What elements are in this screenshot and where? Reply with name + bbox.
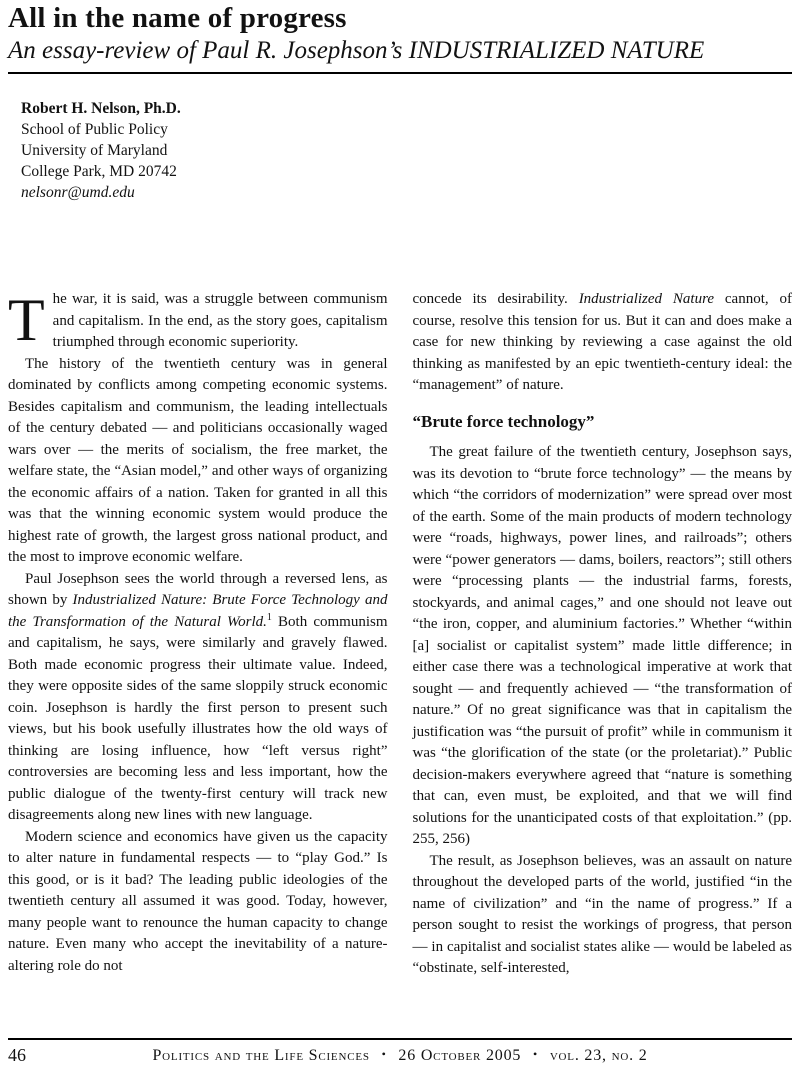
drop-cap: T bbox=[8, 289, 45, 353]
column-left bbox=[8, 289, 388, 1047]
author-address: College Park, MD 20742 bbox=[21, 163, 177, 180]
journal-name: Politics and the Life Sciences bbox=[152, 1047, 370, 1064]
subtitle-book-title: INDUSTRIALIZED NATURE bbox=[408, 37, 705, 64]
page-footer bbox=[8, 1038, 792, 1071]
page-number: 46 bbox=[8, 1045, 26, 1065]
page-title: All in the name of progress bbox=[8, 2, 347, 34]
paragraph-text: The result, as Josephson believes, was an assault on nature throughout the developed parts of the world, justified “in the name of civilization” and “in the name of progress.” If a person sought to resist the workings of progress, that person — in capitalist and socialist states alike — would be labeled as “obstinate, self-interested, bbox=[412, 852, 792, 976]
body-paragraph bbox=[8, 289, 388, 354]
author-university: University of Maryland bbox=[21, 142, 168, 159]
paragraph-text: Paul Josephson sees the world through a reversed lens, as shown by bbox=[8, 570, 388, 608]
bullet-separator-2: • bbox=[532, 1047, 538, 1061]
volume-info: vol. 23, no. 2 bbox=[549, 1047, 648, 1064]
journal-line bbox=[8, 1047, 792, 1065]
author-affiliation: School of Public Policy bbox=[21, 121, 168, 138]
footer-line bbox=[8, 1045, 792, 1071]
page-subtitle bbox=[8, 37, 792, 65]
body-paragraph bbox=[413, 289, 793, 397]
author-block bbox=[21, 98, 792, 203]
column-right bbox=[413, 289, 793, 1047]
footer-divider bbox=[8, 1038, 792, 1040]
author-email: nelsonr@umd.edu bbox=[21, 184, 135, 201]
article-body bbox=[8, 289, 792, 1047]
paragraph-text: Both communism and capitalism, he says, were similarly and gravely flawed. Both made economic progress their ultimate value. Indeed, they were opposite sides of the same sloppily struck economic coin. Josephson is hardly the first person to present such views, but his book usefully illustrates how the old ways of thinking are losing influence, how “left versus right” controversies are becoming less and less important, how the public dialogue of the twenty-first century will track new disagreements along new lines with new language. bbox=[8, 613, 388, 823]
body-paragraph bbox=[8, 827, 388, 978]
article-header bbox=[8, 2, 792, 65]
body-paragraph bbox=[413, 851, 793, 980]
paragraph-text: The great failure of the twentieth century, Josephson says, was its devotion to “brute force technology” — the means by which “the corridors of modernization” were spread over most of the earth. Some of the main products of modern technology were “roads, highways, power lines, and railroads”; others were “power generators — dams, boilers, reactors”; still others were “processing plants — the industrial farms, forests, stockyards, and animal cages,” and one should not leave out “the iron, copper, and aluminium factories.” Whether “within [a] socialist or capitalist system” made little difference; in either case there was a technological imperative at work that sought — and frequently achieved — “the transformation of nature.” Of no great significance was that in capitalism the justification was “the pursuit of profit” while in communism it was “the glorification of the state (or the proletariat).” Public decision-makers everywhere agreed that “nature is something that can, even must, be exploited, and that we will find solutions for the unanticipated costs of that exploitation.” (pp. 255, 256) bbox=[412, 444, 792, 847]
paragraph-text: cannot, of course, resolve this tension for us. But it can and does make a case for new thinking by reviewing a case against the old thinking as manifested by an epic twentieth-century ideal: the “management” of nature. bbox=[412, 291, 792, 393]
section-heading: “Brute force technology” bbox=[412, 411, 595, 431]
body-paragraph bbox=[413, 442, 793, 851]
paragraph-text: The history of the twentieth century was in general dominated by conflicts among competing economic systems. Besides capitalism and communism, the leading intellectuals of the century debated — and politicians occasionally waged wars over — the merits of socialism, the free market, the welfare state, the “Asian model,” and other ways of organizing the economic affairs of a nation. Taken for granted in all this was that the winning economic system would produce the highest rate of growth, the largest gross national product, and the most to improve economic welfare. bbox=[8, 355, 388, 565]
paragraph-text: concede its desirability. bbox=[412, 291, 579, 307]
paragraph-text: Industrialized Nature: Brute Force Technology and the Transformation of the Natural World. bbox=[8, 592, 388, 630]
body-paragraph bbox=[8, 354, 388, 569]
bullet-separator: • bbox=[381, 1047, 387, 1061]
paragraph-text: Industrialized Nature bbox=[578, 291, 715, 307]
paragraph-text: he war, it is said, was a struggle between communism and capitalism. In the end, as the story goes, capitalism triumphed through economic superiority. bbox=[52, 291, 388, 350]
author-name: Robert H. Nelson, Ph.D. bbox=[21, 100, 181, 117]
issue-date: 26 October 2005 bbox=[398, 1047, 522, 1064]
footnote-reference: 1 bbox=[266, 611, 272, 623]
paragraph-text: Modern science and economics have given us the capacity to alter nature in fundamental respects — to “play God.” Is this good, or is it bad? The leading public ideologies of the twentieth century all assumed it was good. Today, however, many people want to renounce the human capacity to change nature. Even many who accept the inevitability of a nature-altering role do not bbox=[8, 828, 388, 974]
body-paragraph bbox=[8, 569, 388, 827]
header-divider bbox=[8, 72, 792, 74]
subtitle-text: An essay-review of Paul R. Josephson’s bbox=[8, 37, 409, 64]
